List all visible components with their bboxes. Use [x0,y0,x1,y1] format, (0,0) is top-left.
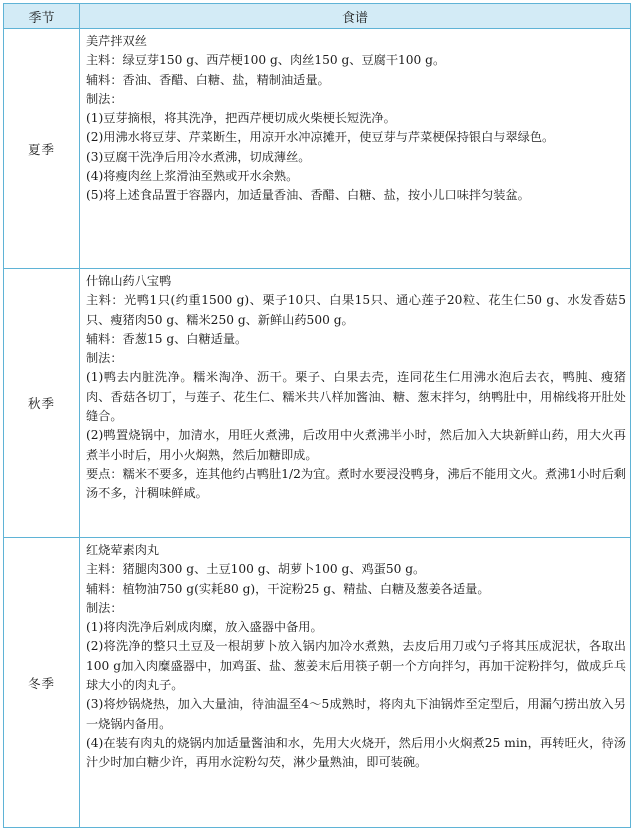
method-label: 制法： [86,91,123,106]
recipe-title: 美芹拌双丝 [86,34,147,48]
method-step: (1)将肉洗净后剁成肉糜，放入盛器中备用。 [86,620,323,635]
header-season: 季节 [4,4,80,29]
auxiliary-ingredients: 辅料：香油、香醋、白糖、盐，精制油适量。 [86,72,330,87]
table-row-summer [4,29,631,269]
method-step: (4)在装有肉丸的烧锅内加适量酱油和水，先用大火烧开，然后用小火焖煮25 min，再转旺火，待汤汁少时加白糖少许，再用水淀粉勾芡，淋少量熟油，即可装碗。 [86,735,626,770]
method-step: (2)用沸水将豆芽、芹菜断生，用凉开水冲凉摊开，使豆芽与芹菜梗保持银白与翠绿色。 [86,130,555,145]
method-step: (2)将洗净的整只土豆及一根胡萝卜放入锅内加冷水煮熟，去皮后用刀或勺子将其压成泥状，各取出100 g加入肉糜盛器中，加鸡蛋、盐、葱姜末后用筷子朝一个方向拌匀，再加干淀粉拌匀，做成乒乓球大小的肉丸子。 [86,639,626,693]
method-step: (1)豆芽摘根，将其洗净，把西芹梗切成火柴梗长短洗净。 [86,111,396,126]
recipe-autumn [80,269,631,538]
recipe-summer [80,29,631,269]
recipe-table [3,3,631,828]
main-ingredients: 主料：绿豆芽150 g、西芹梗100 g、肉丝150 g、豆腐干100 g。 [86,53,446,68]
table-row-winter [4,538,631,828]
method-step: (2)鸭置烧锅中，加清水，用旺火煮沸，后改用中火煮沸半小时，然后加入大块新鲜山药，用大火再煮半小时后，用小火焖熟，然后加糖即成。 [86,428,626,462]
method-step: (4)将瘦肉丝上浆滑油至熟或开水余熟。 [86,169,299,184]
header-recipe: 食谱 [80,4,631,29]
recipe-winter [80,538,631,828]
season-summer: 夏季 [4,29,80,269]
method-step: (1)鸭去内脏洗净。糯米淘净、沥干。栗子、白果去壳，连同花生仁用沸水泡后去衣，鸭肫、瘦猪肉、香菇各切丁，与莲子、花生仁、糯米共八样加酱油、糖、葱末拌匀，纳鸭肚中，用棉线将开肚处缝合。 [86,370,626,424]
key-points: 要点：糯米不要多，连其他约占鸭肚1/2为宜。煮时水要浸没鸭身，沸后不能用文火。煮沸1小时后剩汤不多，汁稠味鲜咸。 [86,466,626,501]
table-row-autumn [4,269,631,538]
season-winter: 冬季 [4,538,80,828]
method-step: (3)豆腐干洗净后用冷水煮沸，切成薄丝。 [86,149,311,164]
method-step: (3)将炒锅烧热，加入大量油，待油温至4～5成熟时，将肉丸下油锅炸至定型后，用漏勺捞出放入另一烧锅内备用。 [86,697,626,731]
recipe-title: 什锦山药八宝鸭 [86,274,172,288]
season-autumn: 秋季 [4,269,80,538]
method-label: 制法： [86,351,123,366]
method-step: (5)将上述食品置于容器内，加适量香油、香醋、白糖、盐，按小儿口味拌匀装盆。 [86,188,530,203]
main-ingredients: 主料：光鸭1只(约重1500 g)、栗子10只、白果15只、通心莲子20粒、花生仁50 g、水发香菇5只、瘦猪肉50 g、糯米250 g、新鲜山药500 g。 [86,293,626,327]
auxiliary-ingredients: 辅料：植物油750 g(实耗80 g)，干淀粉25 g、精盐、白糖及葱姜各适量。 [86,581,490,596]
recipe-title: 红烧荤素肉丸 [86,543,160,557]
auxiliary-ingredients: 辅料：香葱15 g、白糖适量。 [86,331,248,346]
method-label: 制法： [86,600,123,615]
table-header-row [4,4,631,29]
main-ingredients: 主料：猪腿肉300 g、土豆100 g、胡萝卜100 g、鸡蛋50 g。 [86,562,426,577]
